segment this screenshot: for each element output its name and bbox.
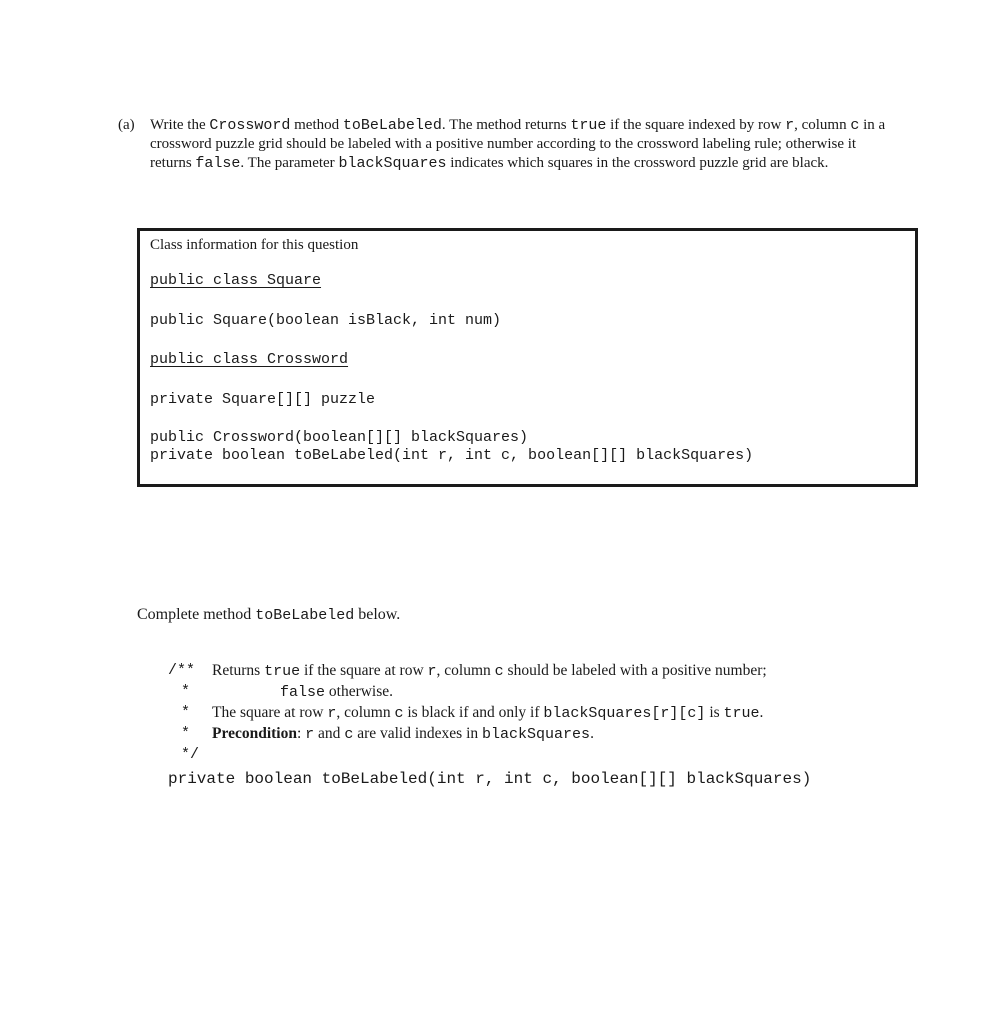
code-term: toBeLabeled <box>342 117 442 134</box>
code-term: r <box>785 117 795 134</box>
code-term: false <box>195 155 241 172</box>
crossword-class-header: public class Crossword <box>150 351 349 368</box>
crossword-constructor: public Crossword(boolean[][] blackSquares) <box>150 429 529 446</box>
class-info-title: Class information for this question <box>150 237 359 253</box>
javadoc-line-2: false otherwise. <box>280 683 394 701</box>
prose-text: . The parameter <box>240 155 339 171</box>
to-be-labeled-signature-info: private boolean toBeLabeled(int r, int c, boolean[][] blackSquares) <box>150 447 754 464</box>
complete-method-instruction: Complete method toBeLabeled below. <box>137 606 401 624</box>
square-class-header: public class Square <box>150 272 322 289</box>
code-term: blackSquares <box>338 155 447 172</box>
prose-text: . The method returns <box>441 117 571 133</box>
puzzle-field: private Square[][] puzzle <box>150 391 376 408</box>
code-term: true <box>570 117 607 134</box>
prose-text: , column <box>794 117 851 133</box>
method-signature: private boolean toBeLabeled(int r, int c, boolean[][] blackSquares) <box>168 770 812 788</box>
javadoc-line-3: The square at row r, column c is black if and only if blackSquares[r][c] is true. <box>212 704 764 722</box>
prose-text: if the square indexed by row <box>606 117 786 133</box>
square-constructor: public Square(boolean isBlack, int num) <box>150 312 502 329</box>
prose-text: Write the <box>150 117 210 133</box>
code-term: c <box>850 117 860 134</box>
method-name: toBeLabeled <box>255 607 355 624</box>
javadoc-open: /** <box>168 662 196 679</box>
javadoc-close: */ <box>181 746 200 763</box>
part-a-label: (a) <box>118 117 135 133</box>
code-term: Crossword <box>209 117 291 134</box>
javadoc-comment: /** Returns true if the square at row r, column c should be labeled with a positive number; * false otherwise. * The square at row r, column c is black if and only if blackSquares[r][c] is true. * Precondition: r and c are valid indexes in blackSquares. */ <box>168 662 767 763</box>
part-a-prompt <box>118 116 898 173</box>
prose-text: method <box>290 117 343 133</box>
part-a-text <box>150 116 898 173</box>
javadoc-line-1: Returns true if the square at row r, column c should be labeled with a positive number; <box>212 662 767 680</box>
javadoc-line-precondition: Precondition: r and c are valid indexes in blackSquares. <box>212 725 594 743</box>
prose-text: in a crossword puzzle grid should be labeled with a positive number according to the crossword labeling rule; otherwise it returns <box>150 117 886 171</box>
prose-text: indicates which squares in the crossword puzzle grid are black. <box>446 155 829 171</box>
class-info-box <box>137 228 918 487</box>
